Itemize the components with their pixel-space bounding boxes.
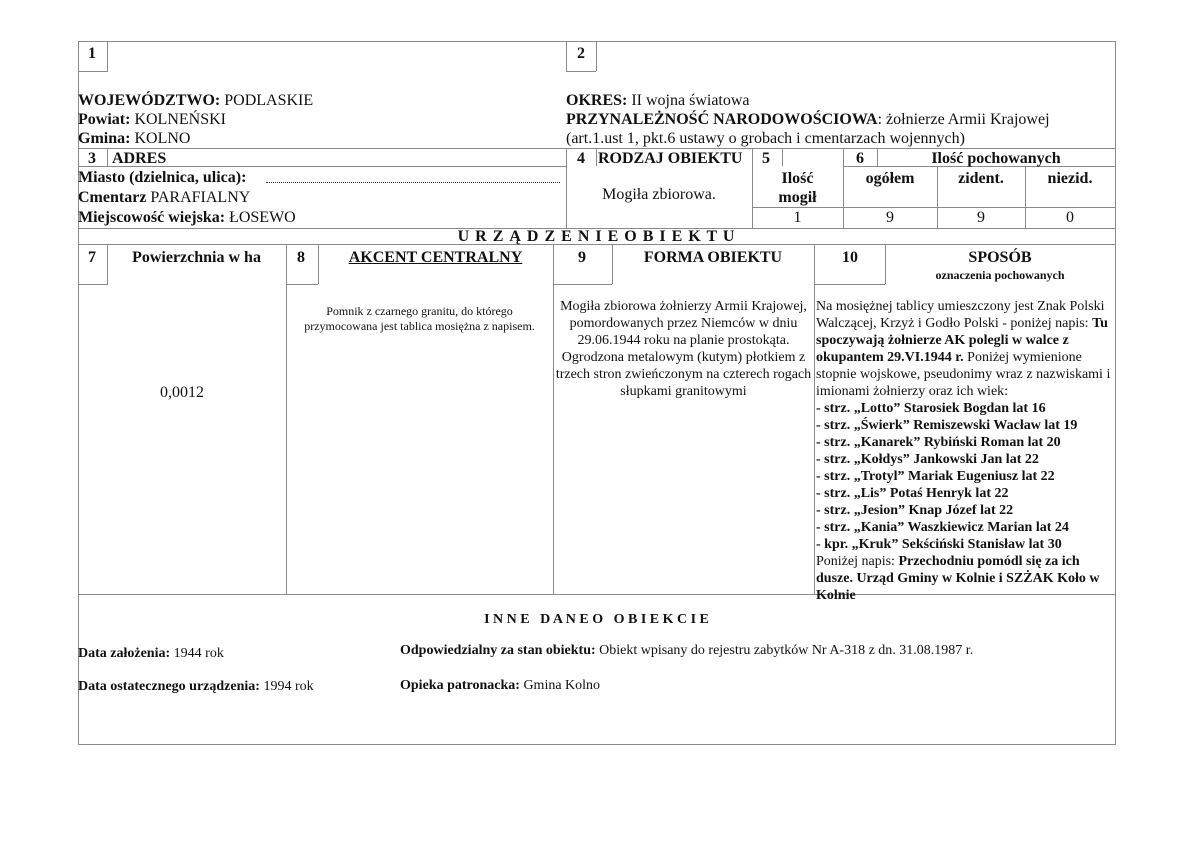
soldier-line: - kpr. „Kruk” Sekściński Stanisław lat 30 (816, 537, 1062, 552)
total-label: ogółem (865, 170, 915, 187)
soldier-line: - strz. „Kanarek” Rybiński Roman lat 20 (816, 435, 1061, 450)
voivodeship-value: PODLASKIE (220, 92, 314, 109)
other-data-title: I N N E D A N E O O B I E K C I E (484, 612, 709, 627)
soldier-line: - strz. „Lis” Potaś Henryk lat 22 (816, 486, 1009, 501)
object-type-value: Mogiła zbiorowa. (602, 186, 716, 203)
central-header: AKCENT CENTRALNY (348, 249, 523, 266)
object-type-header: RODZAJ OBIEKTU (598, 150, 743, 167)
soldier-line: - strz. „Kołdys” Jankowski Jan lat 22 (816, 452, 1039, 467)
form-header: FORMA OBIEKTU (643, 249, 783, 266)
field-number-10: 10 (842, 249, 858, 266)
cemetery-label: Cmentarz (78, 189, 147, 206)
total-value: 9 (886, 209, 894, 226)
area-value: 0,0012 (160, 384, 204, 401)
marking-header: SPOSÓB (968, 249, 1032, 266)
graves-value: 1 (793, 209, 802, 226)
soldier-line: - strz. „Kania” Waszkiewicz Marian lat 24 (816, 520, 1069, 535)
period-value: II wojna światowa (627, 92, 750, 109)
soldier-line: - strz. „Lotto” Starosiek Bogdan lat 16 (816, 401, 1046, 416)
legal-basis: (art.1.ust 1, pkt.6 ustawy o grobach i cmentarzach wojennych) (566, 130, 965, 147)
field-number-8: 8 (297, 249, 305, 266)
field-number-5: 5 (762, 150, 770, 167)
city-label: Miasto (dzielnica, ulica): (78, 169, 247, 186)
founded-date: Data założenia: 1944 rok (78, 646, 224, 661)
field-number-3: 3 (88, 150, 96, 167)
area-header: Powierzchnia w ha (132, 249, 261, 266)
field-number-1: 1 (88, 45, 96, 62)
identified-label: zident. (958, 170, 1004, 187)
field-number-2: 2 (577, 45, 585, 62)
soldier-line: - strz. „Trotyl” Mariak Eugeniusz lat 22 (816, 469, 1055, 484)
address-header: ADRES (112, 150, 167, 167)
voivodeship-label: WOJEWÓDZTWO: (78, 92, 221, 109)
soldier-line: - strz. „Świerk” Remiszewski Wacław lat 19 (816, 418, 1078, 433)
buried-header: Ilość pochowanych (931, 150, 1061, 167)
county-value: KOLNEŃSKI (130, 111, 226, 128)
commune-value: KOLNO (130, 130, 191, 147)
unidentified-value: 0 (1066, 209, 1074, 226)
field-number-7: 7 (88, 249, 96, 266)
section-title: U R Z Ą D Z E N I E O B I E K T U (457, 228, 736, 245)
graves-header-1: Ilość (781, 170, 814, 187)
patronage: Opieka patronacka: Gmina Kolno (400, 678, 601, 693)
field-number-9: 9 (578, 249, 586, 266)
nationality-value: : żołnierze Armii Krajowej (877, 111, 1050, 128)
field-number-6: 6 (856, 150, 864, 167)
identified-value: 9 (977, 209, 985, 226)
village-label: Miejscowość wiejska: (78, 209, 226, 226)
responsible-party: Odpowiedzialny za stan obiektu: Obiekt wpisany do rejestru zabytków Nr A-318 z dn. 31.08.1987 r. (400, 643, 974, 658)
final-arrangement-date: Data ostatecznego urządzenia: 1994 rok (78, 679, 314, 694)
nationality-label: PRZYNALEŻNOŚĆ NARODOWOŚCIOWA (566, 111, 878, 128)
unidentified-label: niezid. (1047, 170, 1093, 187)
cemetery-value: PARAFIALNY (146, 189, 251, 206)
village-value: ŁOSEWO (225, 209, 296, 226)
field-number-4: 4 (577, 150, 585, 167)
graves-header-2: mogił (778, 189, 817, 206)
period-label: OKRES: (566, 92, 628, 109)
commune-label: Gmina: (78, 130, 131, 147)
city-dotted-line (266, 182, 560, 183)
soldier-line: - strz. „Jesion” Knap Józef lat 22 (816, 503, 1014, 518)
county-label: Powiat: (78, 111, 131, 128)
marking-subheader: oznaczenia pochowanych (935, 268, 1065, 282)
